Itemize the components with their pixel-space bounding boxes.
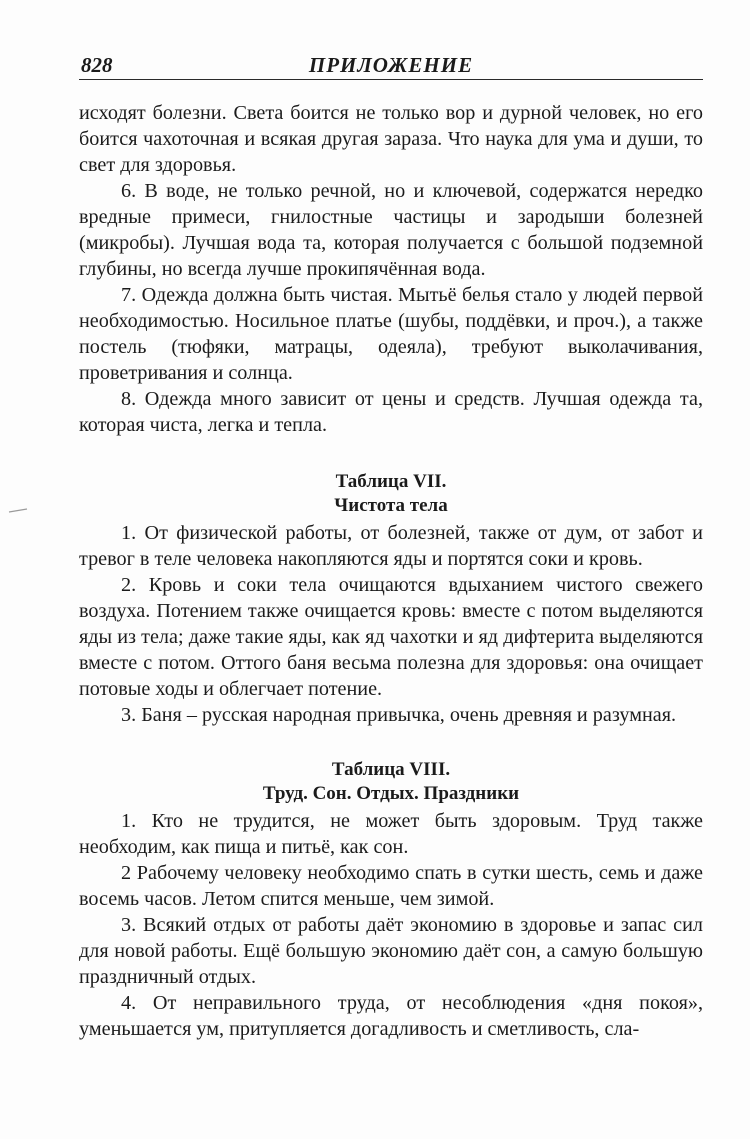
paragraph: 1. Кто не трудится, не может быть здоровым. Труд также необходим, как пища и питьё, как сон.	[79, 810, 703, 858]
running-head: ПРИЛОЖЕНИЕ	[308, 53, 474, 77]
page-body	[79, 100, 703, 1042]
header-rule	[79, 79, 703, 80]
margin-pencil-mark	[8, 508, 28, 513]
paragraph: 2. Кровь и соки тела очищаются вдыханием чистого свежего воздуха. Потением также очищается кровь: вместе с потом выделяются яды из тела; даже такие яды, как яд чахотки и яд дифтерита выделяются вместе с потом. Оттого баня весьма полезна для здоровья: она очищает потовые ходы и облегчает потение.	[79, 574, 703, 700]
page-number: 828	[81, 53, 113, 77]
section-title: Чистота тела	[334, 495, 448, 516]
section-heading-table-8	[79, 758, 703, 806]
paragraph: 2 Рабочему человеку необходимо спать в сутки шесть, семь и даже восемь часов. Летом спится меньше, чем зимой.	[79, 862, 703, 910]
paragraph: 4. От неправильного труда, от несоблюдения «дня покоя», уменьшается ум, притупляется догадливость и сметливость, сла-	[79, 992, 703, 1040]
section-heading-table-7	[79, 470, 703, 518]
paragraph: 1. От физической работы, от болезней, также от дум, от забот и тревог в теле человека накопляются яды и портятся соки и кровь.	[79, 522, 703, 570]
section-number: Таблица VIII.	[331, 759, 451, 780]
paragraph: исходят болезни. Света боится не только вор и дурной человек, но его боится чахоточная и всякая другая зараза. Что наука для ума и души, то свет для здоровья.	[79, 102, 703, 176]
page-header	[79, 49, 703, 79]
paragraph: 3. Баня – русская народная привычка, очень древняя и разумная.	[121, 704, 677, 726]
section-title: Труд. Сон. Отдых. Праздники	[262, 783, 520, 804]
paragraph: 3. Всякий отдых от работы даёт экономию в здоровье и запас сил для новой работы. Ещё большую экономию даёт сон, а самую большую праздничный отдых.	[79, 914, 703, 988]
paragraph: 7. Одежда должна быть чистая. Мытьё белья стало у людей первой необходимостью. Носильное платье (шубы, поддёвки, и проч.), а также постель (тюфяки, матрацы, одеяла), требуют выколачивания, проветривания и солнца.	[79, 284, 703, 384]
paragraph: 6. В воде, не только речной, но и ключевой, содержатся нередко вредные примеси, гнилостные частицы и зародыши болезней (микробы). Лучшая вода та, которая получается с большой подземной глубины, но всегда лучше прокипячённая вода.	[79, 180, 703, 280]
section-number: Таблица VII.	[335, 471, 447, 492]
paragraph: 8. Одежда много зависит от цены и средств. Лучшая одежда та, которая чиста, легка и тепла.	[79, 388, 703, 436]
